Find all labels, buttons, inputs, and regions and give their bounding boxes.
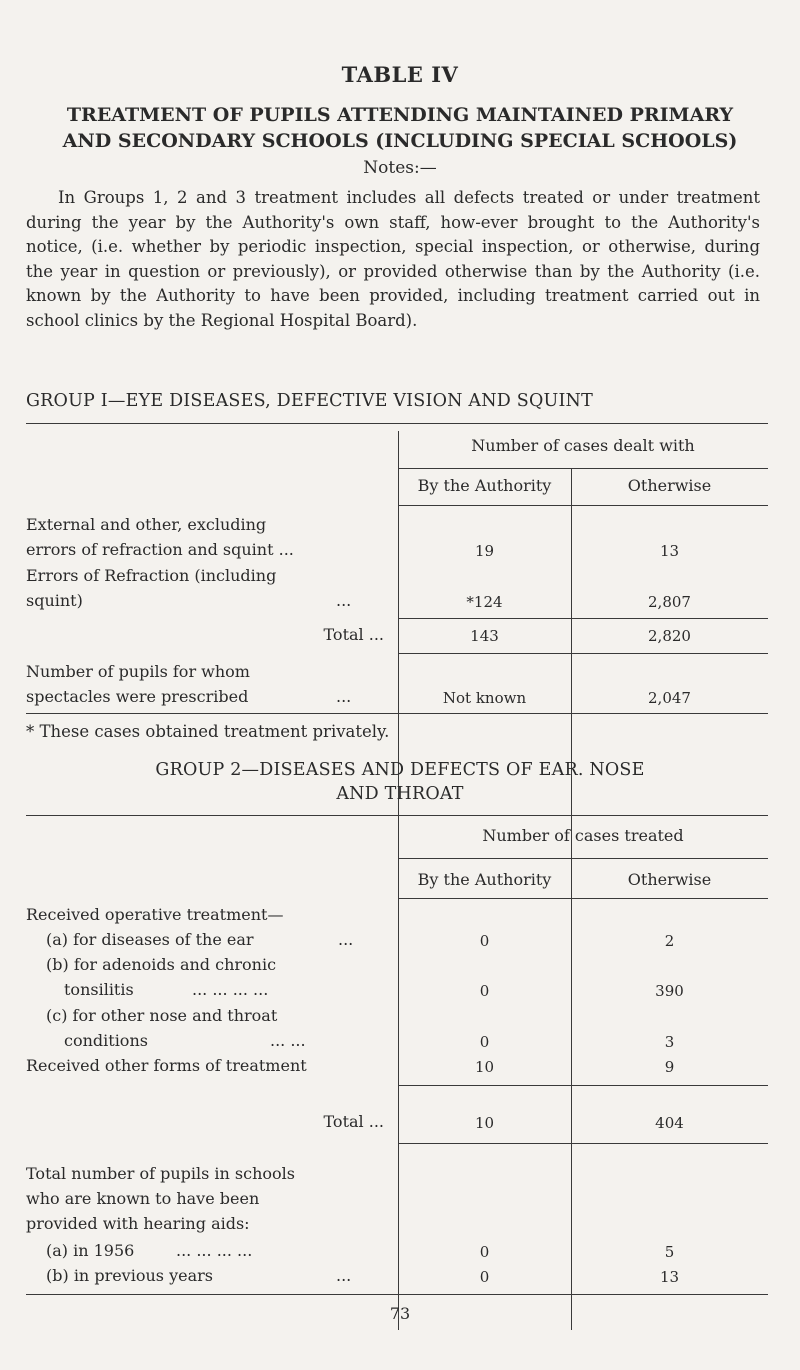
- g1-row1-label-line2: errors of refraction and squint ...: [26, 540, 294, 559]
- g2-row-a-dots: ...: [338, 930, 354, 949]
- g2-hearing-row-b-dots: ...: [336, 1266, 352, 1285]
- g2-total-authority: 10: [474, 1114, 495, 1132]
- g1-total-bottom-rule: [398, 653, 768, 654]
- g2-total-label: Total ...: [323, 1112, 384, 1131]
- g1-total-label: Total ...: [323, 625, 384, 644]
- g2-row-c-authority: 0: [479, 1033, 490, 1051]
- g2-other-treatment-otherwise: 9: [664, 1058, 675, 1076]
- group1-footnote: * These cases obtained treatment privately.: [26, 722, 390, 741]
- g2-hearing-label-line1: Total number of pupils in schools: [26, 1164, 295, 1183]
- g2-row-a-otherwise: 2: [664, 932, 675, 950]
- group2-span-header: Number of cases treated: [482, 826, 684, 845]
- page-number: 73: [389, 1304, 411, 1323]
- g2-hearing-row-b-authority: 0: [479, 1268, 490, 1286]
- g2-operative-label: Received operative treatment—: [26, 905, 284, 924]
- g2-row-c-otherwise: 3: [664, 1033, 675, 1051]
- g1-row2-label-line2: squint): [26, 591, 83, 610]
- g2-other-treatment-label: Received other forms of treatment: [26, 1056, 307, 1075]
- g2-hearing-row-b-label: (b) in previous years: [46, 1266, 213, 1285]
- group2-header-rule: [398, 898, 768, 899]
- g2-row-b-label-line2: tonsilitis: [64, 980, 134, 999]
- g2-hearing-label-line3: provided with hearing aids:: [26, 1214, 250, 1233]
- group1-heading: GROUP I—EYE DISEASES, DEFECTIVE VISION AND SQUINT: [26, 391, 593, 411]
- group1-span-header: Number of cases dealt with: [471, 436, 695, 455]
- notes-label: Notes:—: [363, 158, 437, 178]
- g1-spectacles-authority: Not known: [442, 689, 527, 707]
- g2-hearing-row-a-otherwise: 5: [664, 1243, 675, 1261]
- g2-other-treatment-authority: 10: [474, 1058, 495, 1076]
- group2-top-rule: [26, 815, 768, 816]
- group1-col-authority-header: By the Authority: [417, 476, 552, 495]
- g1-spectacles-label-line1: Number of pupils for whom: [26, 662, 250, 681]
- g2-row-b-dots: ... ... ... ...: [192, 980, 269, 999]
- g1-total-otherwise: 2,820: [648, 627, 691, 645]
- g2-hearing-row-a-label: (a) in 1956: [46, 1241, 135, 1260]
- notes-paragraph: In Groups 1, 2 and 3 treatment includes all defects treated or under treatment during the year by the Authority's own staff, how-ever brought to the Authority's notice, (i.e. whether by periodic inspection, special inspection, or otherwise, during the year in question or previously), or provided otherwise than by the Authority (i.e. known by the Authority to have been provided, including treatment carried out in school clinics by the Regional Hospital Board).: [26, 188, 760, 330]
- table-label: TABLE IV: [341, 62, 459, 87]
- g1-row2-dots: ...: [336, 591, 352, 610]
- group1-span-rule: [398, 468, 768, 469]
- g2-row-c-label-line2: conditions: [64, 1031, 148, 1050]
- g1-row1-authority: 19: [474, 542, 495, 560]
- g2-row-a-authority: 0: [479, 932, 490, 950]
- g2-hearing-label-line2: who are known to have been: [26, 1189, 260, 1208]
- g2-hearing-row-b-otherwise: 13: [659, 1268, 680, 1286]
- page-title: TREATMENT OF PUPILS ATTENDING MAINTAINED PRIMARY AND SECONDARY SCHOOLS (INCLUDING SPECIAL SCHOOLS): [62, 104, 738, 152]
- g2-row-c-label-line1: (c) for other nose and throat: [46, 1006, 278, 1025]
- group2-bottom-rule: [26, 1294, 768, 1295]
- g1-row1-label-line1: External and other, excluding: [26, 515, 267, 534]
- g2-row-c-dots: ... ...: [270, 1031, 306, 1050]
- g1-total-top-rule: [398, 618, 768, 619]
- g1-row2-label-line1: Errors of Refraction (including: [26, 566, 277, 585]
- g2-row-b-otherwise: 390: [655, 982, 684, 1000]
- g2-row-b-authority: 0: [479, 982, 490, 1000]
- g1-spectacles-dots: ...: [336, 687, 352, 706]
- g1-spectacles-otherwise: 2,047: [648, 689, 691, 707]
- g1-row2-authority: *124: [466, 593, 503, 611]
- g2-total-bottom-rule: [398, 1143, 768, 1144]
- g1-row1-otherwise: 13: [659, 542, 680, 560]
- group2-heading-line2: AND THROAT: [336, 784, 464, 804]
- group2-col-authority-header: By the Authority: [417, 870, 552, 889]
- g2-hearing-row-a-dots: ... ... ... ...: [176, 1241, 253, 1260]
- group1-bottom-rule: [26, 713, 768, 714]
- g1-total-authority: 143: [470, 627, 499, 645]
- group2-span-rule: [398, 858, 768, 859]
- g1-row2-otherwise: 2,807: [648, 593, 691, 611]
- g2-row-b-label-line1: (b) for adenoids and chronic: [46, 955, 277, 974]
- group1-header-rule: [398, 505, 768, 506]
- g2-total-top-rule: [398, 1085, 768, 1086]
- g2-hearing-row-a-authority: 0: [479, 1243, 490, 1261]
- group2-heading-line1: GROUP 2—DISEASES AND DEFECTS OF EAR. NOSE: [155, 760, 645, 780]
- g2-row-a-label: (a) for diseases of the ear: [46, 930, 254, 949]
- g2-total-otherwise: 404: [655, 1114, 684, 1132]
- g1-spectacles-label-line2: spectacles were prescribed: [26, 687, 249, 706]
- group2-col-otherwise-header: Otherwise: [627, 870, 712, 889]
- group1-col-otherwise-header: Otherwise: [627, 476, 712, 495]
- group1-top-rule: [26, 423, 768, 424]
